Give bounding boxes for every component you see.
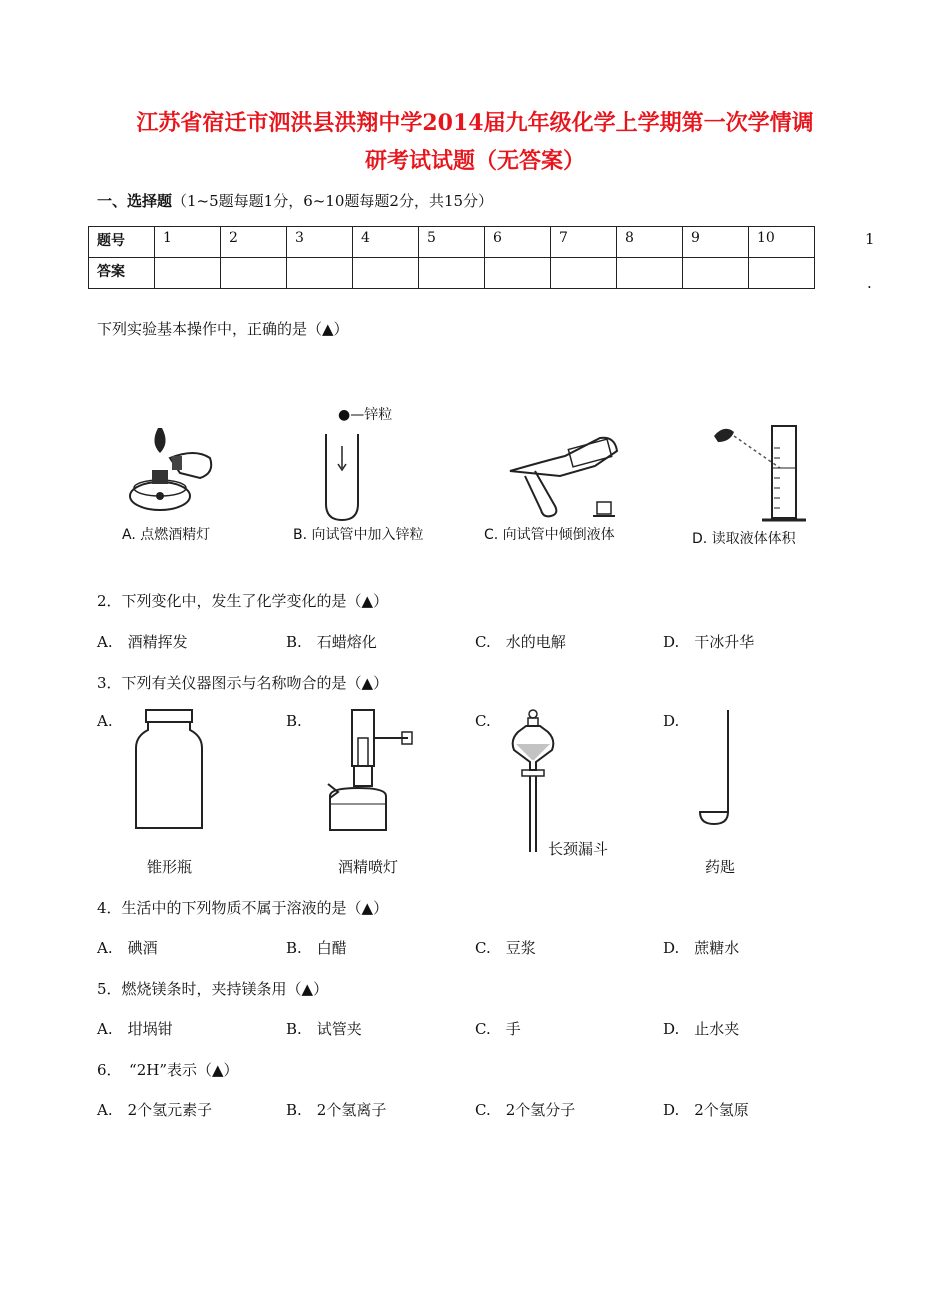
answer-cell[interactable] (353, 258, 419, 289)
q2-option-d[interactable]: D. 干冰升华 (663, 633, 755, 651)
q3-letter-a[interactable]: A. (97, 712, 113, 730)
table-row (89, 258, 815, 289)
section-note: （1~5题每题1分，6~10题每题2分，共15分） (172, 192, 494, 210)
figure-a-caption: A. 点燃酒精灯 (122, 527, 211, 543)
q6-stem: 6． “2H”表示（▲） (97, 1061, 239, 1079)
q3-name-c: 长颈漏斗 (548, 840, 609, 858)
answer-cell[interactable] (551, 258, 617, 289)
bottle-icon (134, 708, 204, 830)
q6-option-b[interactable]: B. 2个氢离子 (286, 1101, 387, 1119)
q4-option-b[interactable]: B. 白醋 (286, 939, 347, 957)
q5-option-a[interactable]: A. 坩埚钳 (97, 1020, 173, 1038)
q3-name-b: 酒精喷灯 (338, 858, 399, 876)
answer-cell[interactable] (221, 258, 287, 289)
figure-a-lamp (120, 418, 230, 523)
table-row (89, 227, 815, 258)
zinc-label: ●—锌粒 (338, 407, 393, 423)
q4-option-d[interactable]: D. 蔗糖水 (663, 939, 740, 957)
section-heading (97, 190, 493, 211)
q5-stem: 5．燃烧镁条时，夹持镁条用（▲） (97, 980, 329, 998)
table-cell: 7 (551, 227, 617, 258)
answer-table (88, 226, 815, 289)
q3-name-a: 锥形瓶 (147, 858, 193, 876)
figure-c-pouring (505, 426, 635, 521)
answer-cell[interactable] (617, 258, 683, 289)
funnel-icon (508, 708, 558, 854)
figure-b-caption: B. 向试管中加入锌粒 (293, 527, 424, 543)
q6-option-c[interactable]: C. 2个氢分子 (475, 1101, 576, 1119)
figure-d-cylinder (710, 418, 820, 528)
table-cell: 6 (485, 227, 551, 258)
spoon-icon (694, 708, 734, 828)
q4-stem: 4．生活中的下列物质不属于溶液的是（▲） (97, 899, 389, 917)
q2-option-a[interactable]: A. 酒精挥发 (97, 633, 188, 651)
q3-name-d: 药匙 (705, 858, 736, 876)
figure-d-caption: D. 读取液体体积 (692, 531, 796, 547)
table-cell: 2 (221, 227, 287, 258)
q2-option-b[interactable]: B. 石蜡熔化 (286, 633, 377, 651)
alcohol-burner-icon (318, 708, 418, 836)
q2-option-c[interactable]: C. 水的电解 (475, 633, 566, 651)
q6-option-d[interactable]: D. 2个氢原 (663, 1101, 749, 1119)
table-cell: 9 (683, 227, 749, 258)
table-cell: 10 (749, 227, 815, 258)
answer-cell[interactable] (419, 258, 485, 289)
answer-cell[interactable] (749, 258, 815, 289)
side-mark-2: . (867, 274, 872, 292)
table-cell: 5 (419, 227, 485, 258)
figure-c-caption: C. 向试管中倾倒液体 (484, 527, 615, 543)
q4-option-a[interactable]: A. 碘酒 (97, 939, 158, 957)
q5-option-b[interactable]: B. 试管夹 (286, 1020, 362, 1038)
q5-option-c[interactable]: C. 手 (475, 1020, 521, 1038)
title-line-1: 江苏省宿迁市泗洪县洪翔中学2014届九年级化学上学期第一次学情调 (136, 110, 814, 136)
answer-cell[interactable] (485, 258, 551, 289)
side-mark-1: 1 (865, 230, 875, 248)
title-line-2: 研考试试题（无答案） (364, 148, 585, 174)
q4-option-c[interactable]: C. 豆浆 (475, 939, 536, 957)
table-answer-label: 答案 (89, 258, 155, 289)
q1-stem: 下列实验基本操作中，正确的是（▲） (97, 320, 349, 338)
q3-letter-d[interactable]: D. (663, 712, 680, 730)
answer-cell[interactable] (155, 258, 221, 289)
table-cell: 8 (617, 227, 683, 258)
q2-stem: 2．下列变化中，发生了化学变化的是（▲） (97, 592, 389, 610)
table-cell: 3 (287, 227, 353, 258)
q3-letter-c[interactable]: C. (475, 712, 491, 730)
q3-stem: 3．下列有关仪器图示与名称吻合的是（▲） (97, 674, 389, 692)
q5-option-d[interactable]: D. 止水夹 (663, 1020, 740, 1038)
answer-cell[interactable] (287, 258, 353, 289)
table-cell: 1 (155, 227, 221, 258)
q6-option-a[interactable]: A. 2个氢元素子 (97, 1101, 213, 1119)
table-cell: 4 (353, 227, 419, 258)
figure-b-test-tube (322, 432, 362, 522)
q3-letter-b[interactable]: B. (286, 712, 302, 730)
answer-cell[interactable] (683, 258, 749, 289)
table-header-label: 题号 (89, 227, 155, 258)
section-title: 一、选择题 (97, 192, 173, 210)
